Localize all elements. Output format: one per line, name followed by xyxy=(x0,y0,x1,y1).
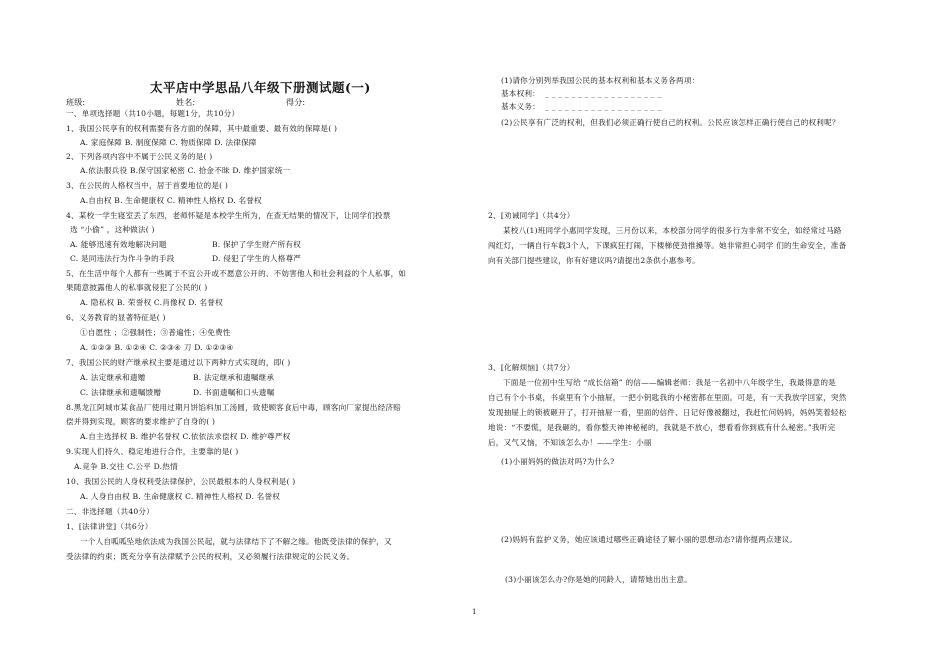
question-4-option-c: C. 是同违法行为作斗争的手段 xyxy=(70,254,175,263)
nonchoice-question-2: 2、[劝诫同学]（共4分） xyxy=(488,211,575,220)
page-title: 太平店中学思品八年级下册测试题(一) xyxy=(150,80,371,95)
nonchoice-question-2-text-1: 某校八(1)班同学小惠同学发现，三月份以来，本校部分同学的很多行为非常不安全，如经常过马路 xyxy=(503,226,842,235)
page-number: 1 xyxy=(472,608,477,616)
nonchoice-question-3: 3、[化解烦恼]（共7分） xyxy=(488,363,575,372)
question-4-line-1: 4、某校一学生寝室丢了东西，老师怀疑是本校学生所为，在查无结果的情况下，让同学们投票 xyxy=(66,211,391,220)
nonchoice-question-1: 1、[法律讲堂]（共6分） xyxy=(66,522,153,531)
section-heading-choice: 一、单项选择题（共10小题，每题1分，共10分） xyxy=(66,109,240,118)
question-7: 7、我国公民的财产继承权主要是通过以下两种方式实现的，即( ) xyxy=(66,358,291,367)
subquestion-3-3: (3)小丽该怎么办?你是她的同龄人，请帮她出出主意。 xyxy=(505,575,693,584)
question-7-option-a: A. 法定继承和遗赠 xyxy=(80,373,146,382)
question-7-option-d: D. 书面遗嘱和口头遗嘱 xyxy=(193,388,275,397)
basic-rights-blank: _ _ _ _ _ _ _ _ _ _ _ _ _ _ _ _ _ _ xyxy=(545,89,662,98)
letter-text-4: 地说：“不要慌，是我砸的，看你整天神神秘秘的，我就是不放心，想看看你到底有什么秘密。”我听完 xyxy=(488,423,836,432)
section-heading-nonchoice: 二、非选择题（共40分） xyxy=(66,507,154,516)
letter-text-2: 自己有个小书桌，书桌里有个小抽屉，一把小钥匙我的小秘密都在里面。可是，有一天我放学回家，突然 xyxy=(488,393,847,402)
question-10-options: A. 人身自由权 B. 生命健康权 C. 精神性人格权 D. 名誉权 xyxy=(80,492,281,501)
score-label: 得分: xyxy=(286,98,306,107)
question-1: 1、我国公民享有的权利需要有各方面的保障，其中最重要、最有效的保障是( ) xyxy=(66,124,338,133)
subquestion-1-1: (1)请你分别列举我国公民的基本权利和基本义务各两项： xyxy=(501,76,700,85)
question-7-option-b: B. 法定继承和遗嘱继承 xyxy=(193,373,275,382)
question-5-line-1: 5、在生活中每个人都有一些属于不宜公开或不愿意公开的、不妨害他人和社会利益的个人私事，如 xyxy=(66,269,407,278)
letter-text-3: 发现抽屉上的锁被砸开了，打开抽屉一看，里面的信件、日记好像被翻过，我赶忙问妈妈，妈妈笑着轻松 xyxy=(488,408,847,417)
question-6-items: ①自愿性 ；②强制性；③普遍性；④免费性 xyxy=(80,328,231,337)
question-4-option-d: D. 侵犯了学生的人格尊严 xyxy=(212,254,302,263)
name-label: 姓名: xyxy=(176,98,196,107)
question-8-line-1: 8.黑龙江阿城市某食品厂使用过期月饼馅料加工汤圆，致使顾客食后中毒，顾客向厂家提出经济赔 xyxy=(66,403,401,412)
question-2: 2、下列各项内容中不属于公民义务的是( ) xyxy=(66,152,213,161)
question-4-option-b: B. 保护了学生财产所有权 xyxy=(212,240,301,249)
subquestion-3-1: (1)小丽妈妈的做法对吗?为什么? xyxy=(501,457,615,466)
basic-duties-label: 基本义务： xyxy=(501,102,540,111)
basic-rights-label: 基本权利： xyxy=(501,89,540,98)
question-8-options: A.自主选择权 B. 维护名誉权 C.依依法求偿权 D. 维护尊严权 xyxy=(80,432,291,441)
question-2-options: A.依法服兵役 B.保守国家秘密 C. 拾金不昧 D. 维护国家统一 xyxy=(80,166,291,175)
basic-duties-blank: _ _ _ _ _ _ _ _ _ _ _ _ _ _ _ _ _ _ xyxy=(545,102,662,111)
class-label: 班级: xyxy=(66,98,86,107)
question-9-options: A.竞争 B.交往 C.公平 D.热情 xyxy=(74,462,178,471)
question-8-line-2: 偿并得到实现，顾客的要求维护了自身的( ) xyxy=(66,417,216,426)
question-5-line-2: 果随意披露他人的私事就侵犯了公民的( ) xyxy=(66,283,208,292)
question-5-options: A. 隐私权 B. 荣誉权 C.肖像权 D. 名誉权 xyxy=(80,298,223,307)
subquestion-1-2: (2)公民享有广泛的权利，但我们必须正确行使自己的权利。公民应该怎样正确行使自己的权利呢？ xyxy=(501,118,840,127)
question-6: 6、义务教育的显著特征是( ) xyxy=(66,313,166,322)
subquestion-3-2: (2)妈妈有监护义务，她应该通过哪些正确途径了解小丽的思想动态?请你提两点建议。 xyxy=(501,535,798,544)
question-6-options: A. ①②③ B. ①②④ C. ②③④ 刀 D. ①②③④ xyxy=(80,343,234,352)
question-4-line-2: 选 “小偷” ，这种做法( ) xyxy=(70,225,155,234)
question-4-option-a: A. 能够迅速有效地解决问题 xyxy=(70,240,167,249)
nonchoice-question-1-text-2: 受法律的约束；既充分享有法律赋予公民的权利，又必须履行法律规定的公民义务。 xyxy=(66,552,355,561)
nonchoice-question-1-text-1: 一个人自呱呱坠地依法成为我国公民起，就与法律结下了不解之缘。他既受法律的保护，又 xyxy=(80,537,392,546)
question-3: 3、在公民的人格权当中，居于首要地位的是( ) xyxy=(66,181,229,190)
question-1-options: A. 家庭保障 B. 制度保障 C. 物质保障 D. 法律保障 xyxy=(80,138,257,147)
nonchoice-question-2-text-2: 闯红灯，一辆自行车载3个人，下课疯狂打闹，下楼梯使劲推搡等。她非常担心同学 们的生命安全，准备 xyxy=(488,241,847,250)
nonchoice-question-2-text-3: 向有关部门提些建议，你有好建议吗?请提出2条供小惠参考。 xyxy=(488,256,700,265)
letter-text-1: 下面是一位初中生写给 “成长信箱” 的信——编辑老师：我是一名初中八年级学生，我最得意的是 xyxy=(503,378,836,387)
question-3-options: A.自由权 B. 生命健康权 C. 精神性人格权 D. 名誉权 xyxy=(80,196,262,205)
question-9: 9.实现人们持久、稳定地进行合作，主要靠的是( ) xyxy=(66,447,239,456)
question-10: 10、我国公民的人身权利受法律保护，公民最根本的人身权利是( ) xyxy=(66,477,296,486)
question-7-option-c: C. 法律继承和遗嘱馈赠 xyxy=(80,388,162,397)
letter-text-5: 后，又气又恼，不知该怎么办！——学生：小丽 xyxy=(488,438,652,447)
